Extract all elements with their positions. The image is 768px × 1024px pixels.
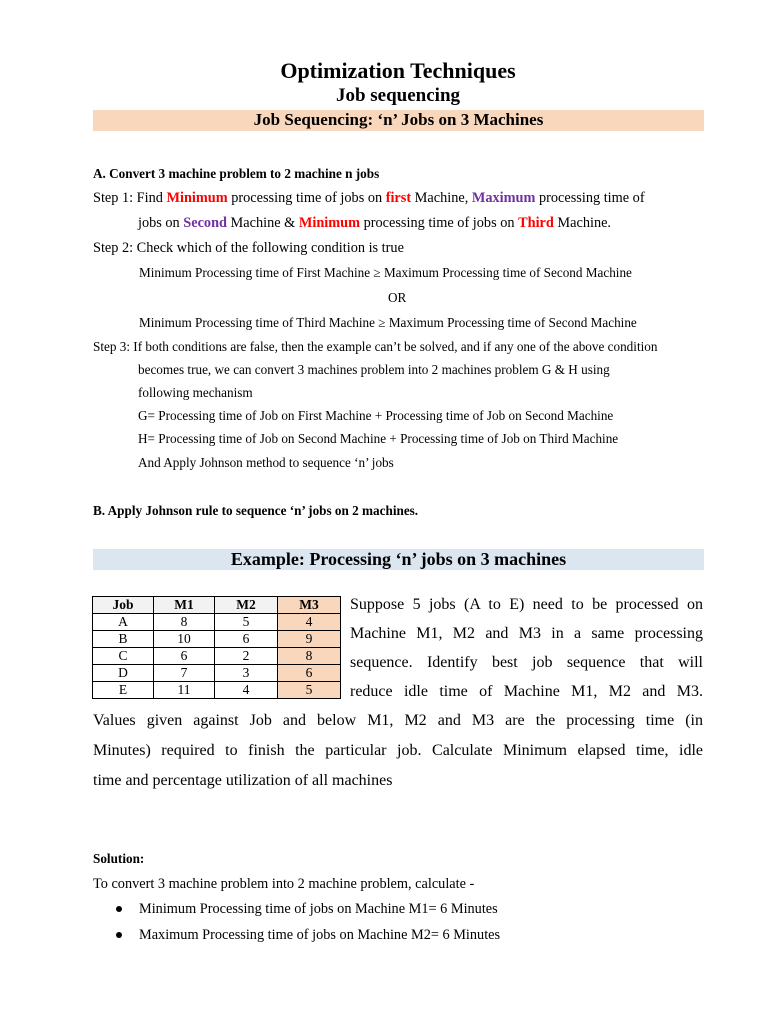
step1-text: Step 1: Find: [93, 190, 167, 206]
cell-m2: 2: [215, 648, 278, 665]
bullet-dot-icon: [116, 932, 122, 938]
processing-time-table: [92, 596, 341, 699]
step1-text: Machine,: [411, 190, 472, 206]
cell-m3: 9: [278, 631, 341, 648]
step1-line1: [93, 190, 645, 207]
example-paragraph-line: Minutes) required to finish the particular job. Calculate Minimum elapsed time, idle: [93, 742, 703, 759]
example-paragraph-line: Values given against Job and below M1, M2 and M3 are the processing time (in: [93, 712, 703, 729]
section-banner: Job Sequencing: ‘n’ Jobs on 3 Machines: [93, 110, 704, 131]
step3-line: And Apply Johnson method to sequence ‘n’ jobs: [138, 455, 394, 470]
cell-m1: 8: [154, 614, 215, 631]
cell-m1: 11: [154, 682, 215, 699]
table-header-row: [93, 597, 341, 614]
highlight-maximum: Maximum: [471, 190, 536, 206]
step2-text: Step 2: Check which of the following condition is true: [93, 240, 404, 256]
formula-h: H= Processing time of Job on Second Machine + Processing time of Job on Third Machine: [138, 431, 619, 446]
table-row: [93, 665, 341, 682]
cell-m2: 5: [215, 614, 278, 631]
cell-job: A: [93, 614, 154, 631]
cell-m3: 8: [278, 648, 341, 665]
document-subtitle: Job sequencing: [335, 85, 461, 106]
cell-m3: 4: [278, 614, 341, 631]
example-banner: Example: Processing ‘n’ jobs on 3 machines: [93, 549, 704, 570]
step1-text: Machine.: [553, 215, 612, 231]
solution-intro: To convert 3 machine problem into 2 machine problem, calculate -: [93, 876, 475, 892]
table-row: [93, 614, 341, 631]
cell-m2: 3: [215, 665, 278, 682]
step1-line2: [138, 215, 611, 232]
bullet-dot-icon: [116, 906, 122, 912]
condition-2: Minimum Processing time of Third Machine ≥ Maximum Processing time of Second Machine: [139, 315, 637, 330]
step3-line: Step 3: If both conditions are false, then the example can’t be solved, and if any one of the above condition: [93, 339, 658, 354]
example-paragraph-line: time and percentage utilization of all machines: [93, 772, 393, 789]
step1-text: processing time of jobs on: [227, 190, 386, 206]
section-a-heading: A. Convert 3 machine problem to 2 machine n jobs: [93, 166, 380, 181]
section-b-heading: B. Apply Johnson rule to sequence ‘n’ jobs on 2 machines.: [93, 503, 419, 518]
cell-m1: 7: [154, 665, 215, 682]
cell-job: E: [93, 682, 154, 699]
cell-job: C: [93, 648, 154, 665]
cell-m2: 6: [215, 631, 278, 648]
header-m3: M3: [278, 597, 341, 614]
header-job: Job: [93, 597, 154, 614]
example-paragraph-line: reduce idle time of Machine M1, M2 and M3.: [350, 683, 703, 700]
step3-line: becomes true, we can convert 3 machines problem into 2 machines problem G & H using: [138, 362, 610, 377]
step1-text: processing time of: [535, 190, 645, 206]
step3-line: following mechanism: [138, 385, 253, 400]
cell-m2: 4: [215, 682, 278, 699]
condition-or: OR: [388, 290, 407, 305]
table-row: [93, 648, 341, 665]
cell-m1: 10: [154, 631, 215, 648]
table-row: [93, 631, 341, 648]
solution-bullet: Maximum Processing time of jobs on Machine M2= 6 Minutes: [139, 927, 501, 943]
solution-heading: Solution:: [93, 851, 145, 866]
highlight-minimum: Minimum: [298, 215, 361, 231]
cell-m1: 6: [154, 648, 215, 665]
cell-job: D: [93, 665, 154, 682]
cell-m3: 6: [278, 665, 341, 682]
example-paragraph-line: Suppose 5 jobs (A to E) need to be processed on: [350, 596, 703, 613]
example-paragraph-line: sequence. Identify best job sequence that will: [350, 654, 703, 671]
cell-m3: 5: [278, 682, 341, 699]
formula-g: G= Processing time of Job on First Machine + Processing time of Job on Second Machine: [138, 408, 614, 423]
step1-text: Machine &: [226, 215, 299, 231]
solution-bullet: Minimum Processing time of jobs on Machine M1= 6 Minutes: [139, 901, 498, 917]
document-title: Optimization Techniques: [280, 58, 516, 83]
highlight-second: Second: [183, 215, 227, 231]
step1-text: jobs on: [138, 215, 184, 231]
condition-1: Minimum Processing time of First Machine ≥ Maximum Processing time of Second Machine: [139, 265, 632, 280]
cell-job: B: [93, 631, 154, 648]
header-m2: M2: [215, 597, 278, 614]
example-paragraph-line: Machine M1, M2 and M3 in a same processing: [350, 625, 703, 642]
highlight-first: first: [385, 190, 412, 206]
header-m1: M1: [154, 597, 215, 614]
step1-text: processing time of jobs on: [360, 215, 519, 231]
highlight-minimum: Minimum: [166, 190, 228, 206]
highlight-third: Third: [518, 215, 554, 231]
table-row: [93, 682, 341, 699]
